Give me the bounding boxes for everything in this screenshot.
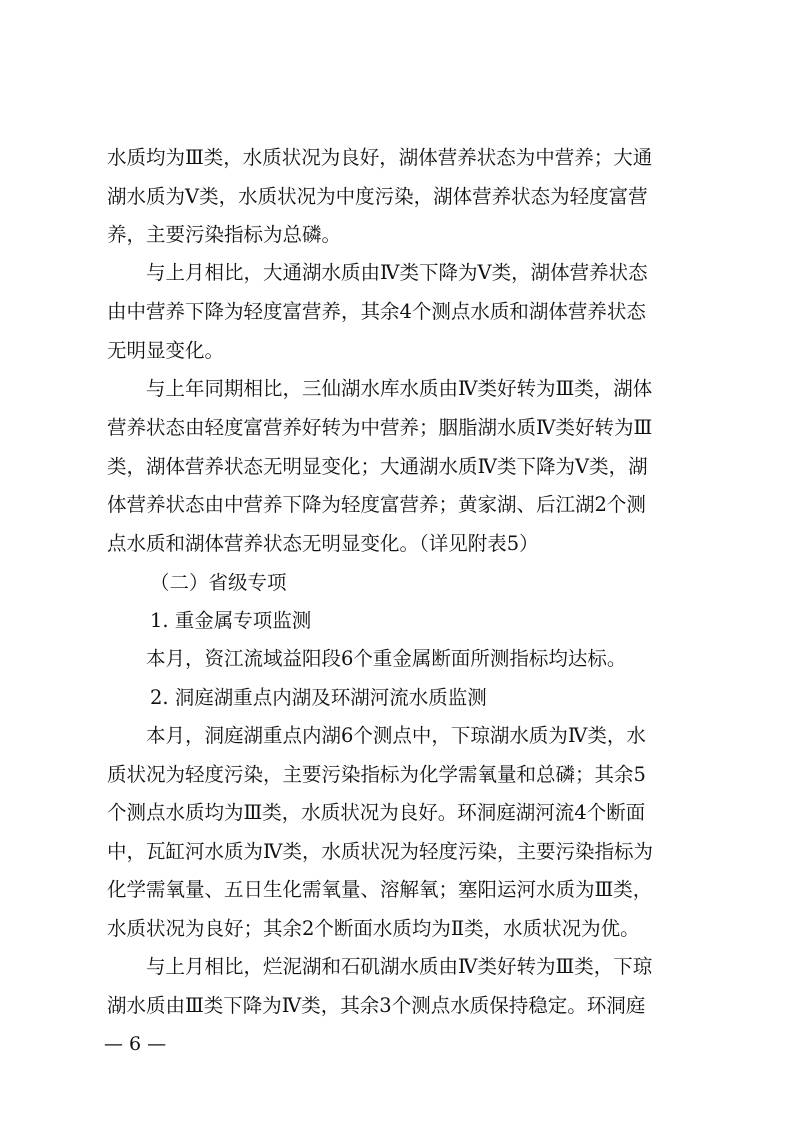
- subsection-heading: 2. 洞庭湖重点内湖及环湖河流水质监测: [150, 686, 487, 709]
- body-line: 水质均为Ⅲ类，水质状况为良好，湖体营养状态为中营养；大通: [107, 146, 653, 169]
- body-line: 湖水质由Ⅲ类下降为Ⅳ类，其余3个测点水质保持稳定。环洞庭: [107, 994, 646, 1017]
- page-number: — 6 —: [104, 1033, 167, 1055]
- body-line: 化学需氧量、五日生化需氧量、溶解氧；塞阳运河水质为Ⅲ类，: [107, 878, 653, 901]
- paragraph-start: 与上月相比，大通湖水质由Ⅳ类下降为Ⅴ类，湖体营养状态: [146, 261, 648, 284]
- body-line: 质状况为轻度污染，主要污染指标为化学需氧量和总磷；其余5: [107, 763, 646, 786]
- body-line: 水质状况为良好；其余2个断面水质均为Ⅱ类，水质状况为优。: [107, 917, 640, 940]
- body-line: 由中营养下降为轻度富营养，其余4个测点水质和湖体营养状态: [107, 300, 646, 323]
- section-heading: （二）省级专项: [150, 571, 287, 594]
- subsection-heading: 1. 重金属专项监测: [150, 609, 312, 632]
- body-line: 湖水质为Ⅴ类，水质状况为中度污染，湖体营养状态为轻度富营: [107, 185, 648, 208]
- body-line: 无明显变化。: [107, 339, 225, 362]
- paragraph-start: 本月，洞庭湖重点内湖6个测点中，下琼湖水质为Ⅳ类，水: [146, 724, 646, 747]
- body-line: 个测点水质均为Ⅲ类，水质状况为良好。环洞庭湖河流4个断面: [107, 801, 646, 824]
- paragraph-start: 与上年同期相比，三仙湖水库水质由Ⅳ类好转为Ⅲ类，湖体: [146, 377, 653, 400]
- body-line: 中，瓦缸河水质为Ⅳ类，水质状况为轻度污染，主要污染指标为: [107, 840, 653, 863]
- body-line: 体营养状态由中营养下降为轻度富营养；黄家湖、后江湖2个测: [107, 493, 646, 516]
- body-line: 养，主要污染指标为总磷。: [107, 223, 342, 246]
- body-line: 点水质和湖体营养状态无明显变化。（详见附表5）: [107, 532, 539, 555]
- paragraph-start: 本月，资江流域益阳段6个重金属断面所测指标均达标。: [146, 647, 627, 670]
- body-line: 类，湖体营养状态无明显变化；大通湖水质Ⅳ类下降为Ⅴ类，湖: [107, 455, 648, 478]
- paragraph-start: 与上月相比，烂泥湖和石矶湖水质由Ⅳ类好转为Ⅲ类，下琼: [146, 955, 653, 978]
- body-line: 营养状态由轻度富营养好转为中营养；胭脂湖水质Ⅳ类好转为Ⅲ: [107, 416, 653, 439]
